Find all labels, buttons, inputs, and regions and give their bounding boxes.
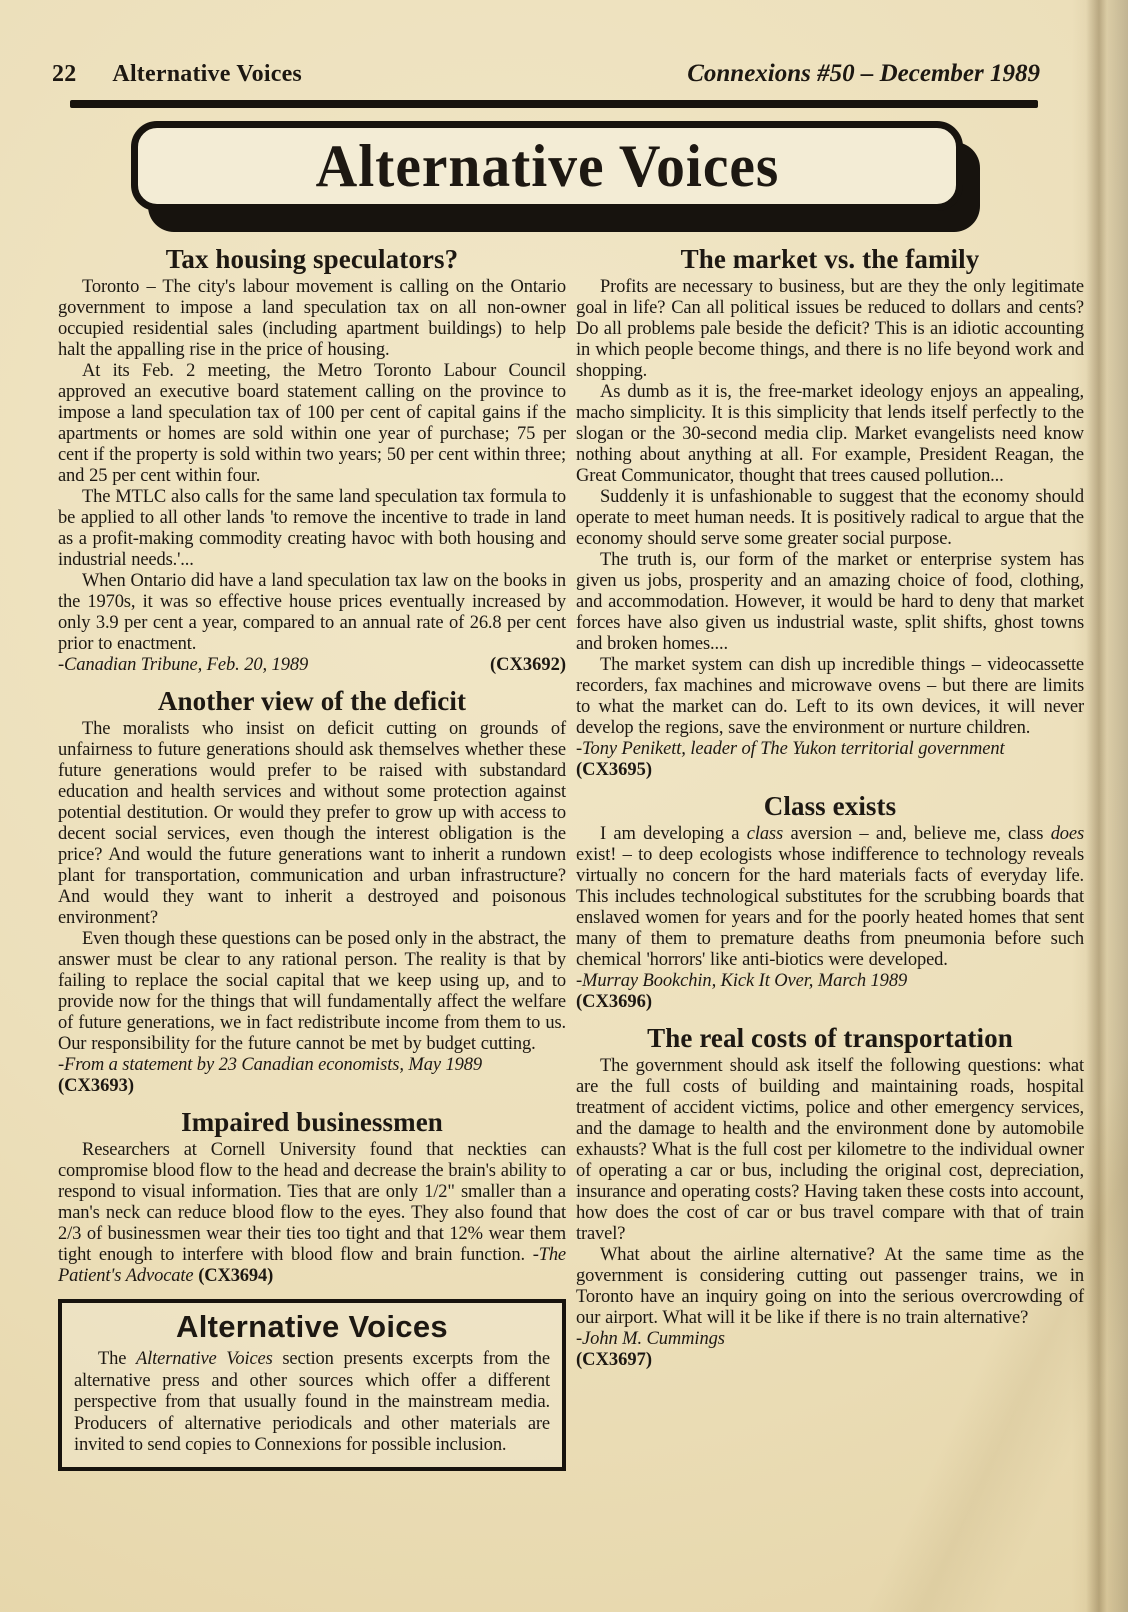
attribution-code: (CX3696) xyxy=(576,992,653,1012)
paragraph: The market system can dish up incredible things – videocassette recorders, fax machines and microwave ovens – but there are limits to what the market can do. Left to its own devices, it will never develop the regions, save the environment or nurture children. xyxy=(576,655,1084,738)
paragraph: Profits are necessary to business, but are they the only legitimate goal in life? Can all political issues be reduced to dollars and cents? Do all problems pale beside the deficit? This is an idiotic accounting in which people become things, and there is no life beyond work and shopping. xyxy=(576,277,1084,381)
paragraph: Toronto – The city's labour movement is calling on the Ontario government to impose a land speculation tax on all non-owner occupied residential sales (including apartment buildings) to help halt the appalling rise in the price of housing. xyxy=(58,277,566,360)
attribution-code: (CX3697) xyxy=(576,1350,653,1370)
info-box-heading: Alternative Voices xyxy=(176,1309,448,1344)
paragraph: Suddenly it is unfashionable to suggest that the economy should operate to meet human needs. It is positively radical to argue that the economy should serve some greater social purpose. xyxy=(576,487,1084,549)
header-rule xyxy=(70,100,1038,108)
right-column xyxy=(576,242,1084,1381)
paragraph: The MTLC also calls for the same land speculation tax formula to be applied to all other lands 'to remove the incentive to trade in land as a profit-making commodity creating havoc with both housing and industrial needs.'... xyxy=(58,487,566,570)
attribution-code: (CX3695) xyxy=(576,760,653,780)
paragraph: The moralists who insist on deficit cutting on grounds of unfairness to future generations should ask themselves whether these future generations would prefer to be raised with substandard education and health services and without some protection against potential destitution. Or would they prefer to grow up with access to decent social services, even though the interest obligation is the price? And would the future generations want to inherit a rundown plant for transportation, communication and urban infrastructure? And would they want to inherit a destroyed and poisonous environment? xyxy=(58,719,566,928)
paragraph: As dumb as it is, the free-market ideology enjoys an appealing, macho simplicity. It is this simplicity that lends itself perfectly to the slogan or the 30-second media clip. Market evangelists need know nothing about anything at all. For example, President Reagan, the Great Communicator, thought that trees caused pollution... xyxy=(576,382,1084,486)
left-column xyxy=(58,242,566,1471)
article-class-exists xyxy=(576,791,1084,1013)
attribution-source: -From a statement by 23 Canadian economists, May 1989 xyxy=(58,1055,483,1075)
article-impaired-businessmen xyxy=(58,1107,566,1287)
page-number: 22 xyxy=(52,61,77,87)
article-the-market-vs-the-family xyxy=(576,244,1084,781)
info-box-body: The Alternative Voices section presents excerpts from the alternative press and other sources which offer a different perspective from that usually found in the mainstream media. Producers of alternative periodicals and other materials are invited to send copies to Connexions for possible inclusion. xyxy=(74,1349,550,1455)
paragraph: At its Feb. 2 meeting, the Metro Toronto Labour Council approved an executive board statement calling on the province to impose a land speculation tax of 100 per cent of capital gains if the apartments or homes are sold within one year of purchase; 75 per cent if the property is sold within two years; 50 per cent within three; and 25 per cent within four. xyxy=(58,361,566,486)
issue-info: Connexions #50 – December 1989 xyxy=(687,60,1040,87)
article-another-view-of-the-deficit xyxy=(58,686,566,1097)
alternative-voices-info-box xyxy=(58,1299,566,1471)
article-heading: Tax housing speculators? xyxy=(165,244,459,274)
running-head xyxy=(52,61,302,88)
attribution-code: (CX3692) xyxy=(489,655,566,675)
paragraph: What about the airline alternative? At the same time as the government is considering cutting out passenger trains, we in Toronto have an inquiry going on into the serious overcrowding of our airport. What will it be like if there is no train alternative? xyxy=(576,1245,1084,1328)
italic-text: class xyxy=(746,824,784,844)
attribution-source: -Murray Bookchin, Kick It Over, March 1989 xyxy=(576,971,908,991)
italic-text: -The Patient's Advocate xyxy=(58,1245,566,1286)
article-the-real-costs-of-transportation xyxy=(576,1023,1084,1371)
italic-text: Alternative Voices xyxy=(136,1349,273,1369)
paragraph: I am developing a class aversion – and, believe me, class does exist! – to deep ecologists whose indifference to technology reveals virtually no concern for the hard materials facts of everyday life. This includes technological substitutes for the scrubbing boards that enslaved women for years and for the poorly heated homes that sent many of them to premature deaths from pneumonia before such chemical 'horrors' like anti-biotics were developed. xyxy=(576,824,1084,970)
article-heading: The market vs. the family xyxy=(680,244,980,274)
banner-title: Alternative Voices xyxy=(315,132,779,199)
running-title: Alternative Voices xyxy=(112,61,302,87)
attribution-source: -Canadian Tribune, Feb. 20, 1989 xyxy=(58,655,309,675)
article-heading: Another view of the deficit xyxy=(157,686,467,716)
paragraph: When Ontario did have a land speculation tax law on the books in the 1970s, it was so effective house prices eventually increased by only 3.9 per cent a year, compared to an annual rate of 26.8 per cent prior to enactment. xyxy=(58,571,566,654)
attribution-source: -John M. Cummings xyxy=(576,1329,725,1349)
attribution-code: (CX3693) xyxy=(58,1076,135,1096)
italic-text: does xyxy=(1050,824,1084,844)
paragraph: Researchers at Cornell University found that neckties can compromise blood flow to the head and decrease the brain's ability to respond to visual information. Ties that are only 1/2" smaller than a man's neck can reduce blood flow to the eyes. They also found that 2/3 of businessmen wear their ties too tight and that 12% wear them tight enough to interfere with blood flow and brain function. -The Patient's Advocate (CX3694) xyxy=(58,1140,566,1286)
attribution-source: -Tony Penikett, leader of The Yukon territorial government xyxy=(576,739,1005,759)
paragraph: The truth is, our form of the market or enterprise system has given us jobs, prosperity and an amazing choice of food, clothing, and accommodation. However, it would be hard to deny that market forces have also given us industrial waste, split shifts, ghost towns and broken homes.... xyxy=(576,550,1084,654)
article-heading: Impaired businessmen xyxy=(181,1107,443,1137)
article-heading: The real costs of transportation xyxy=(647,1023,1013,1053)
page-header xyxy=(52,60,1040,88)
article-tax-housing-speculators xyxy=(58,244,566,676)
attribution xyxy=(58,655,566,676)
article-heading: Class exists xyxy=(763,791,897,821)
section-banner xyxy=(131,121,963,211)
paragraph: Even though these questions can be posed only in the abstract, the answer must be clear to any rational person. The reality is that by failing to replace the social capital that we keep using up, and to provide now for the things that will fundamentally affect the welfare of future generations, we in fact redistribute income from them to us. Our responsibility for the future cannot be met by budget cutting. xyxy=(58,929,566,1054)
bold-text: (CX3694) xyxy=(198,1266,274,1286)
paragraph: The government should ask itself the following questions: what are the full costs of building and maintaining roads, hospital treatment of accident victims, police and other emergency services, and the damage to health and the environment done by automobile exhausts? What is the full cost per kilometre to the individual owner of operating a car or bus, including the original cost, depreciation, insurance and operating costs? Having taken these costs into account, how does the cost of car or bus travel compare with that of train travel? xyxy=(576,1056,1085,1244)
